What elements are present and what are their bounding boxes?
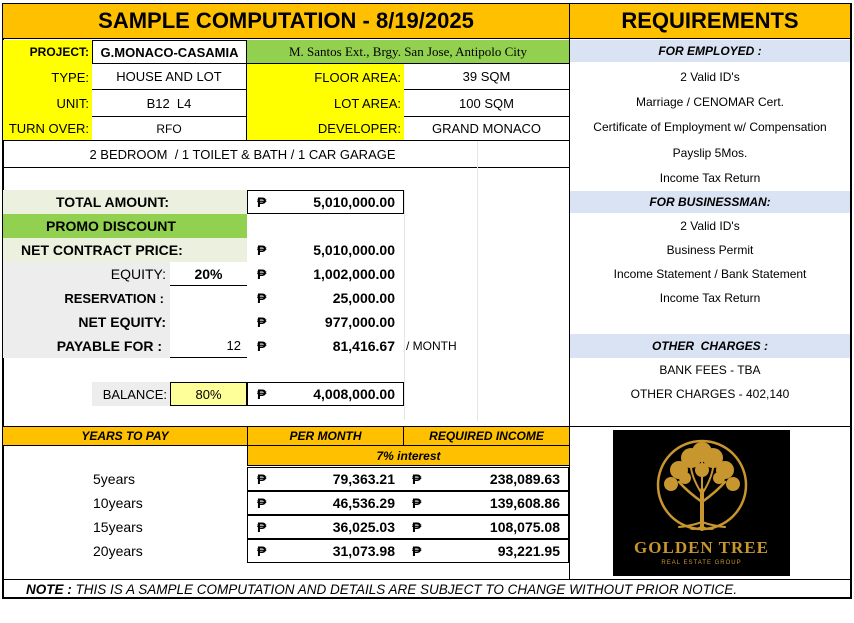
turnover-label: TURN OVER: bbox=[3, 117, 92, 140]
golden-tree-logo bbox=[613, 430, 790, 576]
balance-value: 4,008,000.00 bbox=[313, 386, 395, 402]
equity-value: 1,002,000.00 bbox=[313, 266, 395, 282]
peso-sign: ₱ bbox=[412, 543, 422, 559]
unit-value: B12 L4 bbox=[92, 90, 247, 117]
requirement-item: 2 Valid ID's bbox=[680, 69, 740, 84]
per-month-value: 31,073.98 bbox=[332, 543, 395, 559]
developer-value: GRAND MONACO bbox=[431, 121, 542, 136]
project-address: M. Santos Ext., Brgy. San Jose, Antipolo City bbox=[247, 40, 569, 64]
requirements-title: REQUIREMENTS bbox=[570, 4, 850, 39]
turnover-value: RFO bbox=[92, 117, 247, 140]
logo-tagline: REAL ESTATE GROUP bbox=[661, 560, 742, 566]
equity-percent: 20% bbox=[170, 262, 247, 286]
equity-label: EQUITY: bbox=[3, 262, 170, 286]
peso-sign: ₱ bbox=[257, 495, 267, 511]
peso-sign: ₱ bbox=[257, 386, 267, 402]
developer-label: DEVELOPER: bbox=[247, 117, 404, 140]
description-line bbox=[3, 167, 569, 168]
years-to-pay-row: 20years bbox=[93, 543, 143, 559]
years-to-pay-row: 10years bbox=[93, 495, 143, 511]
charge-item: BANK FEES - TBA bbox=[659, 363, 761, 377]
other-charges-header: OTHER CHARGES : bbox=[570, 334, 850, 358]
peso-sign: ₱ bbox=[257, 471, 267, 487]
required-income-value: 139,608.86 bbox=[489, 495, 560, 511]
peso-sign: ₱ bbox=[257, 543, 267, 559]
per-month-value: 36,025.03 bbox=[332, 519, 395, 535]
lot-area-label: LOT AREA: bbox=[247, 90, 404, 117]
peso-sign: ₱ bbox=[412, 471, 422, 487]
per-month-header: PER MONTH bbox=[247, 426, 404, 446]
required-income-value: 93,221.95 bbox=[497, 543, 560, 559]
net-equity-label: NET EQUITY: bbox=[3, 310, 170, 334]
peso-sign: ₱ bbox=[257, 314, 267, 330]
floor-area-value: 39 SQM bbox=[404, 64, 569, 90]
balance-percent: 80% bbox=[170, 382, 247, 406]
years-to-pay-row: 15years bbox=[93, 519, 143, 535]
payable-months: 12 bbox=[170, 334, 247, 358]
requirement-item: Income Statement / Bank Statement bbox=[613, 267, 807, 281]
lot-area-value: 100 SQM bbox=[404, 90, 569, 117]
footer-note bbox=[26, 580, 846, 598]
requirement-item: Income Tax Return bbox=[659, 170, 761, 185]
charges-bottom-line bbox=[570, 426, 850, 427]
peso-sign: ₱ bbox=[412, 519, 422, 535]
floor-area-label: FLOOR AREA: bbox=[247, 64, 404, 90]
per-month-suffix: / MONTH bbox=[406, 339, 457, 353]
employed-header: FOR EMPLOYED : bbox=[570, 40, 850, 62]
peso-sign: ₱ bbox=[257, 242, 267, 258]
page-title: SAMPLE COMPUTATION - 8/19/2025 bbox=[3, 4, 569, 39]
years-to-pay-row: 5years bbox=[93, 471, 136, 487]
monthly-equity-value: 81,416.67 bbox=[332, 338, 395, 354]
per-month-value: 79,363.21 bbox=[332, 471, 395, 487]
project-label: PROJECT: bbox=[3, 40, 92, 64]
project-value: G.MONACO-CASAMIA bbox=[92, 40, 247, 64]
per-month-value: 46,536.29 bbox=[332, 495, 395, 511]
interest-rate: 7% interest bbox=[247, 446, 569, 466]
requirement-item: Certificate of Employment w/ Compensation bbox=[593, 120, 827, 134]
net-contract-price-value: 5,010,000.00 bbox=[313, 242, 395, 258]
peso-sign: ₱ bbox=[257, 338, 267, 354]
peso-sign: ₱ bbox=[257, 519, 267, 535]
unit-description: 2 BEDROOM / 1 TOILET & BATH / 1 CAR GARAGE bbox=[89, 146, 396, 162]
requirement-item: Business Permit bbox=[666, 243, 754, 257]
required-income-value: 108,075.08 bbox=[489, 519, 560, 535]
unit-label: UNIT: bbox=[3, 90, 92, 117]
note-label: NOTE : bbox=[26, 581, 72, 597]
requirement-item: Marriage / CENOMAR Cert. bbox=[635, 94, 785, 109]
peso-sign: ₱ bbox=[412, 495, 422, 511]
requirement-item: Payslip 5Mos. bbox=[672, 145, 748, 160]
promo-discount-label: PROMO DISCOUNT bbox=[3, 214, 247, 238]
type-label: TYPE: bbox=[3, 64, 92, 90]
reservation-label: RESERVATION : bbox=[3, 286, 170, 310]
payable-for-label: PAYABLE FOR : bbox=[3, 334, 170, 358]
logo-name: GOLDEN TREE bbox=[634, 538, 769, 557]
balance-label: BALANCE: bbox=[92, 382, 170, 406]
note-text: THIS IS A SAMPLE COMPUTATION AND DETAILS ARE SUBJECT TO CHANGE WITHOUT PRIOR NOTICE. bbox=[71, 581, 738, 597]
grid-col-2 bbox=[404, 190, 405, 420]
peso-sign: ₱ bbox=[257, 290, 267, 306]
charge-item: OTHER CHARGES - 402,140 bbox=[630, 387, 790, 401]
reservation-value: 25,000.00 bbox=[332, 290, 395, 306]
required-income-value: 238,089.63 bbox=[489, 471, 560, 487]
requirement-item: 2 Valid ID's bbox=[680, 219, 740, 233]
total-amount-label: TOTAL AMOUNT: bbox=[3, 190, 247, 214]
years-to-pay-header: YEARS TO PAY bbox=[3, 426, 247, 446]
required-income-header: REQUIRED INCOME bbox=[404, 426, 569, 446]
total-amount-value: 5,010,000.00 bbox=[313, 194, 395, 210]
grid-col-1 bbox=[477, 141, 478, 421]
net-equity-value: 977,000.00 bbox=[324, 314, 395, 330]
type-value: HOUSE AND LOT bbox=[92, 64, 247, 90]
net-contract-price-label: NET CONTRACT PRICE: bbox=[3, 238, 247, 262]
peso-sign: ₱ bbox=[257, 266, 267, 282]
requirement-item: Income Tax Return bbox=[659, 291, 761, 305]
business-header: FOR BUSINESSMAN: bbox=[570, 191, 850, 213]
peso-sign: ₱ bbox=[257, 194, 267, 210]
